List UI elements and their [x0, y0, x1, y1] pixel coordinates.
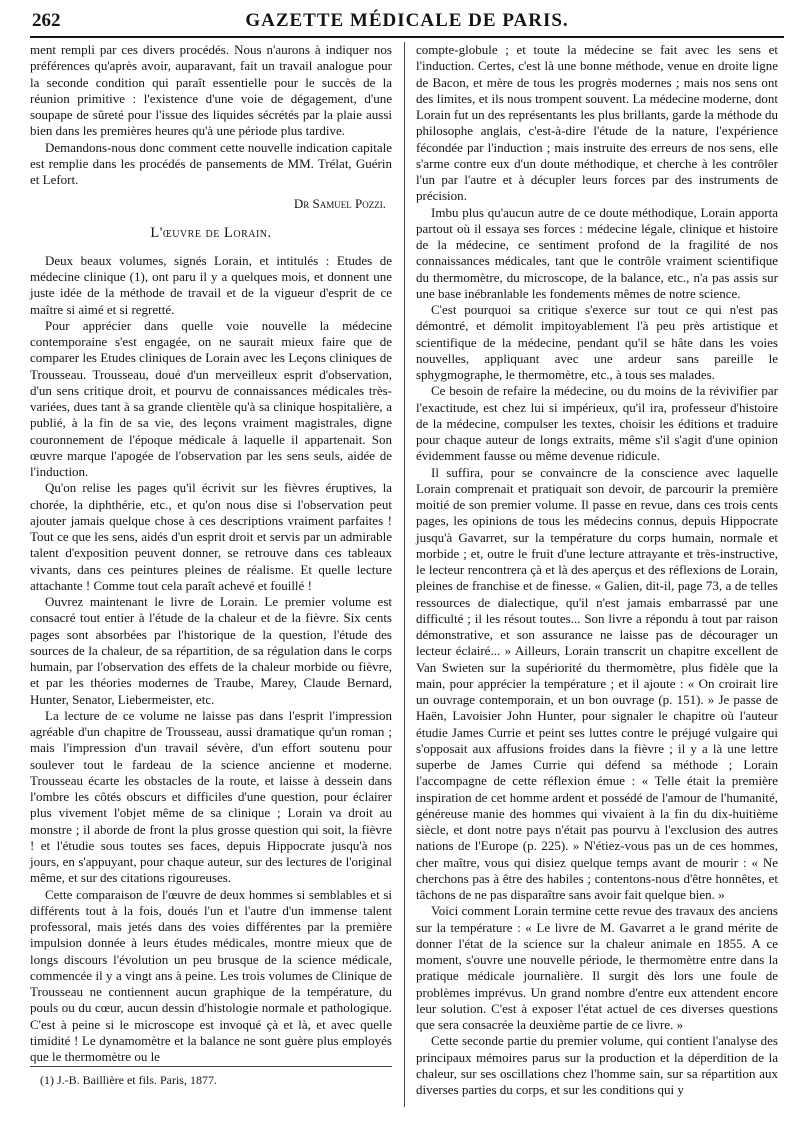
journal-title: GAZETTE MÉDICALE DE PARIS. [245, 10, 569, 31]
paragraph: Imbu plus qu'aucun autre de ce doute méthodique, Lorain apporta partout où il essaya ses forces : médecine légale, clinique et histoire de la médecine, ce sentiment profond de la fragilité de nos connaissances médicales, tant que le contrôle vraiment scientifique du thermomètre, du microscope, de la balance, etc., n'a pas assis sur une base inébranlable les fondements mêmes de notre science. [416, 204, 778, 301]
paragraph: Voici comment Lorain termine cette revue des travaux des anciens sur la température : « Le livre de M. Gavarret a le grand mérite de donner l'état de la science sur la chaleur animale en 1855. A ce moment, s'ouvre une nouvelle période, le thermomètre entre dans la pratique médicale journalière. Il surgit dès lors une foule de problèmes imprévus. Un grand nombre d'entre eux attendent encore leur solution. C'est à exposer l'état actuel de ces diverses questions que sera consacrée la deuxième partie de ce livre. » [416, 903, 778, 1032]
paragraph: ment rempli par ces divers procédés. Nous n'aurons à indiquer nos préférences qu'après avoir, auparavant, fait un travail analogue pour la seconde condition qui paraît essentielle pour le succès de la réunion primitive : l'existence d'une voie de dégagement, d'une soupape de sûreté pour l'issue des liquides sécrétés par la plaie aussi bien dans les premières heures qu'à une période plus tardive. [30, 42, 392, 139]
paragraph: Cette comparaison de l'œuvre de deux hommes si semblables et si différents tout à la fois, doués l'un et l'autre d'un immense talent professoral, mais jetés dans des voies différentes par la première impulsion donnée à leurs études médicales, montre mieux que de longs discours l'évolution un peu brusque de la science médicale, commencée il y a vingt ans à peine. Les trois volumes de Clinique de Trousseau ne contiennent aucun graphique de la température, du pouls ou du cœur, aucun dessin d'histologie normale et pathologique. C'est à peine si le microscope est invoqué çà et là, et avec quelle timidité ! Le dynamomètre et la balance ne sont guère plus employés que le thermomètre ou le [30, 886, 392, 1064]
section-title: L'œuvre de Lorain. [150, 224, 272, 241]
author-signature: Dr Samuel Pozzi. [293, 196, 386, 212]
left-column [30, 42, 392, 1072]
paragraph: C'est pourquoi sa critique s'exerce sur tout ce qui n'est pas démontré, et démolit impitoyablement l'à peu près artistique et scientifique de la médecine, pendant qu'il se hâte dans les voies nouvelles, appliquant avec une ardeur sans pareille le sphygmographe, le thermomètre, etc., à tous ses malades. [416, 302, 778, 382]
paragraph: Pour apprécier dans quelle voie nouvelle la médecine contemporaine s'est engagée, on ne saurait mieux faire que de comparer les Etudes cliniques de Lorain avec les Leçons cliniques de Trousseau. Trousseau, doué d'un merveilleux esprit d'observation, d'un sens critique droit, et pourvu de connaissances médicales très-variées, dues tant à sa grande clientèle qu'à sa clinique hospitalière, a publié, à la fin de sa vie, des leçons vraiment magistrales, digne couronnement de l'époque médicale à laquelle il appartenait. Son œuvre marque l'apogée de l'observation par les sens seuls, aidée de l'induction. [30, 317, 392, 479]
column-divider [404, 42, 405, 1107]
paragraph: Qu'on relise les pages qu'il écrivit sur les fièvres éruptives, la chorée, la diphthérie, etc., et qu'on nous dise si l'observation peut ajouter jamais quelque chose à ces descriptions vraiment parfaites ! Tout ce que les sens, aidés d'un esprit droit et servis par un admirable talent d'exposition peuvent donner, se retrouve dans ces tableaux vivants, dans ces peintures pleines de réalisme. Et quelle lecture attachante ! Comme tout cela paraît achevé et fouillé ! [30, 480, 392, 593]
paragraph: Ce besoin de refaire la médecine, ou du moins de la révivifier par l'exactitude, est chez lui si impérieux, qu'il ira, professeur d'histoire de la médecine, compulser les textes, choisir les éditions et traduire pour chaque auteur de longs extraits, même s'il s'agit d'une opinion évidemment fausse ou même devenue ridicule. [416, 383, 778, 464]
paragraph: La lecture de ce volume ne laisse pas dans l'esprit l'impression agréable d'un chapitre de Trousseau, aussi dramatique qu'un roman ; mais l'impression d'un travail sévère, d'un effort soutenu pour soulever tout le fardeau de la science ancienne et moderne. Trousseau écarte les obstacles de la route, et laisse à dessein dans l'ombre les côtés obscurs et difficiles d'une question, pour éclairer plus vivement l'objet même de sa clinique ; Lorain va droit au monstre ; il aborde de front la plus grosse question qui soit, la fièvre ! et l'étudie sous toutes ses faces, depuis Hippocrate jusqu'à nos jours, en s'appuyant, pour chaque auteur, sur des lectures de l'original même, et sur des citations rigoureuses. [30, 707, 392, 886]
footnote: (1) J.-B. Baillière et fils. Paris, 1877. [40, 1073, 217, 1087]
paragraph: Deux beaux volumes, signés Lorain, et intitulés : Etudes de médecine clinique (1), ont paru il y a quelques mois, et donnent une juste idée de la méthode de travail et de la vigueur d'esprit de ce maître si aimé et si regretté. [30, 252, 392, 317]
footnote-rule [30, 1066, 392, 1067]
paragraph: Cette seconde partie du premier volume, qui contient l'analyse des principaux mémoires parus sur la production et la déperdition de la chaleur, sur ses oscillations chez l'homme sain, sur sa répartition aux diverses parties du corps, et sur les conditions qui y [416, 1033, 778, 1097]
paragraph: Demandons-nous donc comment cette nouvelle indication capitale est remplie dans les procédés de pansements de MM. Trélat, Guérin et Lefort. [30, 139, 392, 187]
right-column [416, 42, 778, 1142]
paragraph: compte-globule ; et toute la médecine se fait avec les sens et l'induction. Certes, c'est là une bonne méthode, venue en droite ligne de Bacon, et mère de tous les progrès modernes ; mais nos sens ont des limites, et ils nous trompent souvent. La médecine moderne, dont Lorain fut un des représentants les plus brillants, garde la méthode du philosophe anglais, c'est-à-dire l'étude de la nature, l'expérience fécondée par l'induction ; mais instruite des erreurs de nos sens, elle s'arme contre eux d'un doute méthodique, et cherche à les contrôler l'un par l'autre et à décupler leurs forces par des instruments de précision. [416, 42, 778, 204]
paragraph: Il suffira, pour se convaincre de la conscience avec laquelle Lorain comprenait et pratiquait son devoir, de parcourir la première moitié de son premier volume. Il passe en revue, dans ces trois cents pages, les opinions de tous les médecins connus, depuis Hippocrate jusqu'à Gavarret, sur la température du corps humain, normale et morbide ; et, outre le fruit d'une lecture attrayante et très-instructive, le lecteur rencontrera çà et là des aperçus et des réflexions de Lorain, pleines de franchise et de finesse. « Galien, dit-il, page 73, a de telles ressources de dialectique, qu'il n'est jamais embarrassé par une difficulté ; il les résout toutes... Son livre a répondu à tout par raison démonstrative, et son assurance ne laisse pas de décourager un lecteur éclairé... » Ailleurs, Lorain transcrit un chapitre excellent de Van Swieten sur la supériorité du thermomètre, plus fidèle que la main, pour apprécier la température ; et il ajoute : « On croirait lire un ouvrage contemporain, et un bon ouvrage (p. 151). » Je passe de Haën, Lavoisier John Hunter, pour signaler le chapitre où l'auteur étudie James Currie et peint ses luttes contre le préjugé vulgaire qui s'opposait aux affusions froides dans la fièvre ; il y a là une lettre superbe de James Currie qui défend sa méthode ; Lorain l'accompagne de cette réflexion émue : « Telle était la première inspiration de cet homme ardent et possédé de l'amour de l'humanité, généreuse manie des hommes qui vivaient à la fin du dix-huitième siècle, et dont notre pays n'était pas pourvu à l'exclusion des autres nations de l'Europe (p. 225). » N'étiez-vous pas un de ces hommes, cher maître, vous qui disiez quelque temps avant de mourir : « Ne cherchons pas à être des habiles ; contentons-nous d'être honnêtes, et tâchons de ne pas disparaître sans avoir fait quelque bien. » [416, 464, 778, 902]
paragraph: Ouvrez maintenant le livre de Lorain. Le premier volume est consacré tout entier à l'étude de la chaleur et de la fièvre. Six cents pages sont absorbées par l'historique de la question, l'étude des sources de la chaleur, de sa répartition, de sa régulation dans le corps humain, par l'observation des effets de la chaleur morbide ou fièvre, et par les théories modernes de Traube, Marey, Claude Bernard, Hunter, Senator, Liebermeister, etc. [30, 594, 392, 707]
page-number: 262 [32, 10, 61, 31]
page-header [30, 6, 784, 38]
